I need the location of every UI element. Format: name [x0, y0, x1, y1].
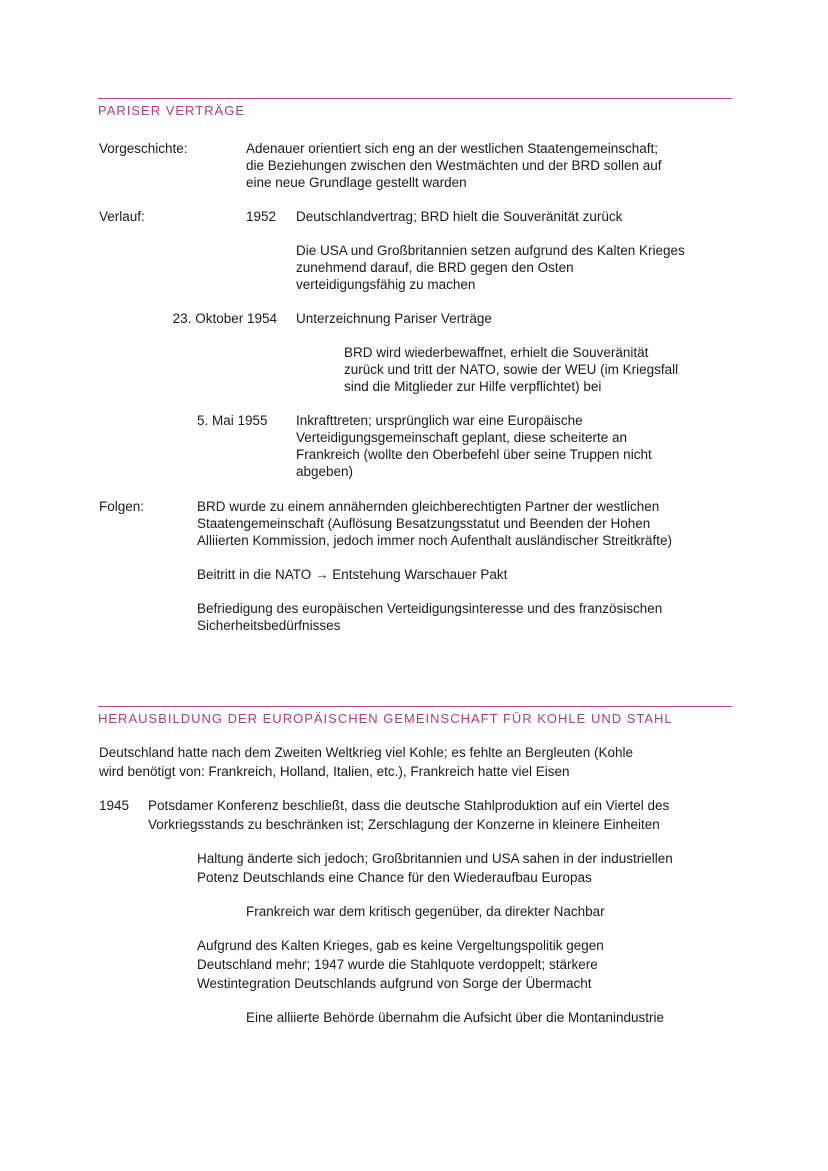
folgen-line: Befriedigung des europäischen Verteidigungsinteresse und des französischen [197, 601, 663, 616]
verlauf-label: Verlauf: [99, 209, 145, 224]
section-heading-egks [98, 706, 732, 727]
folgen-label: Folgen: [99, 499, 145, 514]
folgen-line: Sicherheitsbedürfnisses [197, 618, 341, 633]
verlauf-date-1952: 1952 [246, 209, 277, 224]
verlauf-line: abgeben) [296, 464, 354, 479]
folgen-line: Alliierten Kommission, jedoch immer noch Aufenthalt ausländischer Streitkräfte) [197, 533, 672, 548]
folgen-line: BRD wurde zu einem annähernden gleichberechtigten Partner der westlichen [197, 499, 660, 514]
verlauf-sub-line: zunehmend darauf, die BRD gegen den Osten [296, 260, 574, 275]
verlauf-line: Inkrafttreten; ursprünglich war eine Europäische [296, 413, 583, 428]
intro-line: Deutschland hatte nach dem Zweiten Weltkrieg viel Kohle; es fehlte an Bergleuten (Kohle [99, 745, 634, 760]
verlauf-date-1955: 5. Mai 1955 [197, 413, 268, 428]
verlauf-text: Unterzeichnung Pariser Verträge [296, 311, 492, 326]
paragraph-line: Westintegration Deutschlands aufgrund von Sorge der Übermacht [197, 976, 592, 991]
section-title: PARISER VERTRÄGE [98, 103, 245, 118]
verlauf-line: Verteidigungsgemeinschaft geplant, diese scheiterte an [296, 430, 627, 445]
year-1945: 1945 [99, 798, 130, 813]
vorgeschichte-label: Vorgeschichte: [99, 141, 188, 156]
year-line: Potsdamer Konferenz beschließt, dass die deutsche Stahlproduktion auf ein Viertel des [148, 798, 670, 813]
paragraph-line: Potenz Deutschlands eine Chance für den Wiederaufbau Europas [197, 870, 592, 885]
verlauf-sub-line: BRD wird wiederbewaffnet, erhielt die Souveränität [344, 345, 649, 360]
vorgeschichte-line: die Beziehungen zwischen den Westmächten und der BRD sollen auf [246, 158, 662, 173]
verlauf-sub-line: verteidigungsfähig zu machen [296, 277, 476, 292]
vorgeschichte-line: eine neue Grundlage gestellt warden [246, 175, 467, 190]
verlauf-sub-line: sind die Mitglieder zur Hilfe verpflichtet) bei [344, 379, 602, 394]
paragraph-line: Haltung änderte sich jedoch; Großbritannien und USA sahen in der industriellen [197, 851, 673, 866]
paragraph-line: Deutschland mehr; 1947 wurde die Stahlquote verdoppelt; stärkere [197, 957, 598, 972]
section-title: HERAUSBILDUNG DER EUROPÄISCHEN GEMEINSCHAFT FÜR KOHLE UND STAHL [98, 711, 673, 726]
year-line: Vorkriegsstands zu beschränken ist; Zerschlagung der Konzerne in kleinere Einheiten [148, 817, 660, 832]
verlauf-date-1954: 23. Oktober 1954 [172, 311, 277, 326]
intro-line: wird benötigt von: Frankreich, Holland, Italien, etc.), Frankreich hatte viel Eisen [99, 764, 570, 779]
folgen-line: Beitritt in die NATO → Entstehung Warschauer Pakt [197, 567, 508, 582]
paragraph-line: Aufgrund des Kalten Krieges, gab es keine Vergeltungspolitik gegen [197, 938, 604, 953]
verlauf-text: Deutschlandvertrag; BRD hielt die Souveränität zurück [296, 209, 623, 224]
verlauf-sub-line: zurück und tritt der NATO, sowie der WEU (im Kriegsfall [344, 362, 679, 377]
folgen-line: Staatengemeinschaft (Auflösung Besatzungsstatut und Beenden der Hohen [197, 516, 651, 531]
verlauf-sub-line: Die USA und Großbritannien setzen aufgrund des Kalten Krieges [296, 243, 685, 258]
paragraph-sub-line: Eine alliierte Behörde übernahm die Aufsicht über die Montanindustrie [246, 1010, 665, 1025]
section-heading-pariser-vertraege [98, 98, 732, 119]
paragraph-sub-line: Frankreich war dem kritisch gegenüber, da direkter Nachbar [246, 904, 605, 919]
vorgeschichte-line: Adenauer orientiert sich eng an der westlichen Staatengemeinschaft; [246, 141, 659, 156]
verlauf-line: Frankreich (wollte den Oberbefehl über seine Truppen nicht [296, 447, 652, 462]
